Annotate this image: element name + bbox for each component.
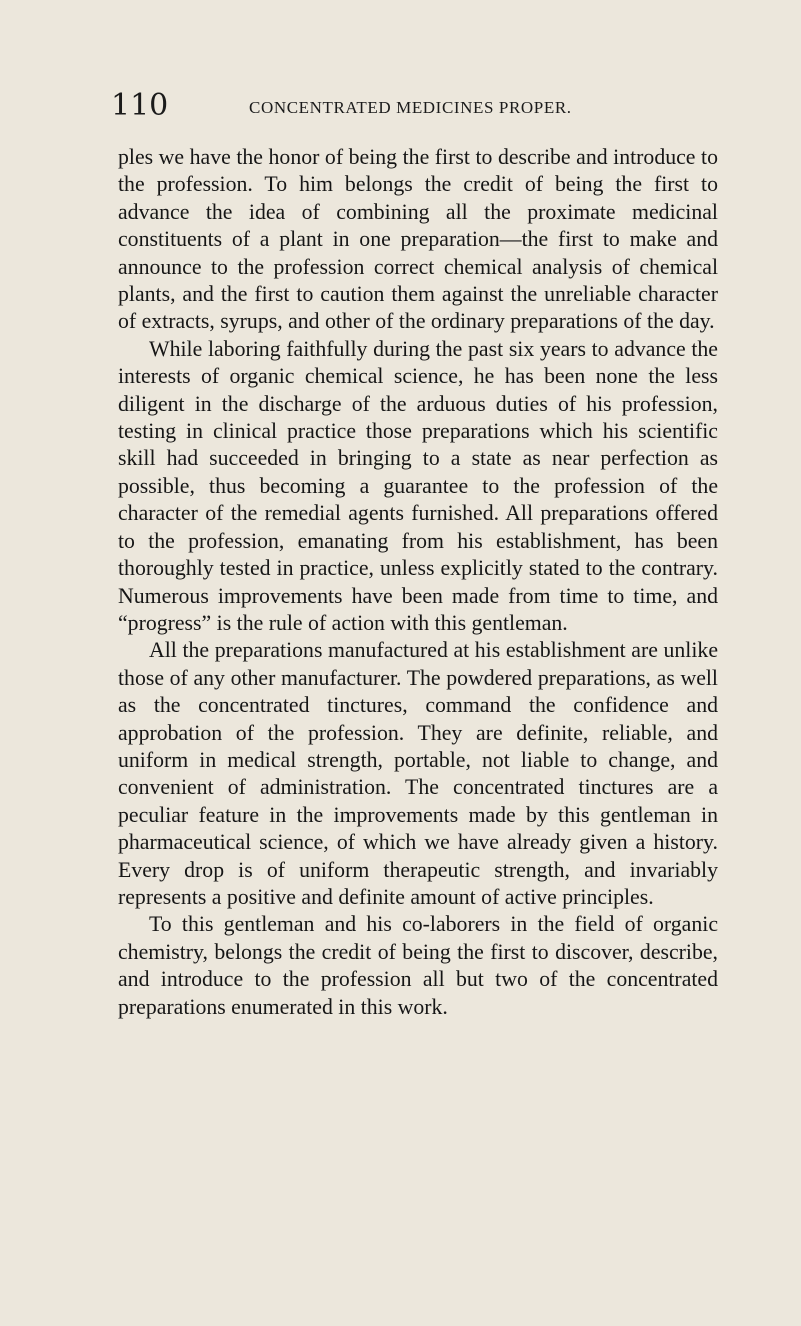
paragraph-3: All the preparations manufactured at his establishment are unlike those of any other manufacturer. The powdered preparations, as well as the concentrated tinctures, command the confidence and approbation of the profession. They are definite, reliable, and uniform in medical strength, portable, not liable to change, and convenient of administration. The concentrated tinctures are a peculiar feature in the improvements made by this gentleman in pharmaceutical science, of which we have already given a history. Every drop is of uniform therapeutic strength, and invariably represents a positive and definite amount of active principles. (118, 638, 718, 909)
body-text (118, 144, 718, 1021)
page-number: 110 (111, 88, 169, 123)
paragraph-2: While laboring faithfully during the past six years to advance the interests of organic chemical science, he has been none the less diligent in the discharge of the arduous duties of his profession, testing in clinical practice those preparations which his scientific skill had succeeded in bringing to a state as near perfection as possible, thus becoming a guarantee to the profession of the character of the remedial agents furnished. All preparations offered to the profession, emanating from his establishment, has been thoroughly tested in practice, unless explicitly stated to the contrary. Numerous improvements have been made from time to time, and “progress” is the rule of action with this gentleman. (118, 336, 718, 635)
running-head: CONCENTRATED MEDICINES PROPER. (249, 98, 572, 117)
page-header (111, 86, 731, 126)
paragraph-4: To this gentleman and his co-laborers in the field of organic chemistry, belongs the credit of being the first to discover, describe, and introduce to the profession all but two of the concentrated preparations enumerated in this work. (118, 912, 718, 1019)
paragraph-1: ples we have the honor of being the first to describe and introduce to the profession. To him belongs the credit of being the first to advance the idea of combining all the proximate medicinal constituents of a plant in one preparation—the first to make and announce to the profession correct chemical analysis of chemical plants, and the first to caution them against the unreliable character of extracts, syrups, and other of the ordinary preparations of the day. (118, 145, 718, 334)
